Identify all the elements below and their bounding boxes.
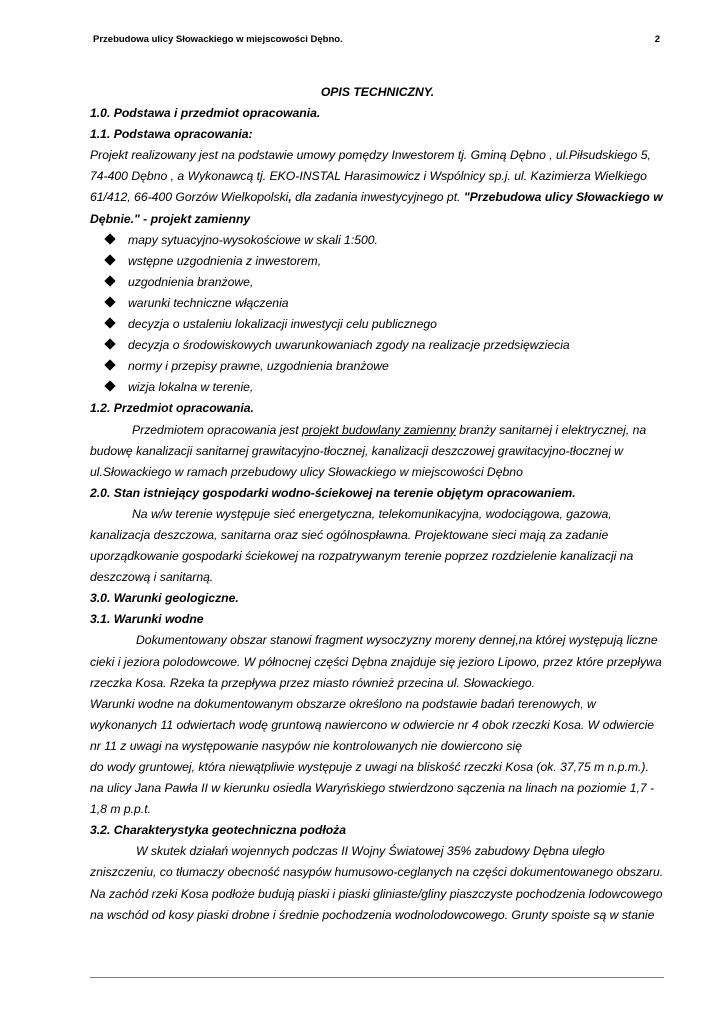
document-title: OPIS TECHNICZNY. <box>320 85 435 99</box>
basis-list <box>90 230 665 399</box>
paragraph-water-area: Dokumentowany obszar stanowi fragment wysoczyzny moreny dennej,na której występują liczne cieki i jeziora polodowcowe. W północnej części Dębna znajduje się jezioro Lipowo, przez które przepływa rzeczka Kosa. Rzeka ta przepływa przez miasto również przecina ul. Słowackiego. <box>90 633 662 690</box>
paragraph-subject-text: Przedmiotem opracowania jest <box>132 422 303 437</box>
section-heading-1-2: 1.2. Przedmiot opracowania. <box>90 401 254 416</box>
diamond-bullet-icon <box>104 254 115 265</box>
diamond-bullet-icon <box>104 275 115 286</box>
paragraph-basis-comma: , <box>288 190 292 205</box>
underlined-project-type: projekt budowlany zamienny <box>302 422 456 437</box>
paragraph-groundwater: do wody gruntowej, która niewątpliwie występuje z uwagi na bliskość rzeczki Kosa (ok. 37,75 m n.p.m.). <box>90 760 649 774</box>
paragraph-basis-text: Projekt realizowany jest na podstawie umowy pomędzy Inwestorem tj. Gminą Dębno , ul.Piłsudskiego 5, 74-400 Dębno , a Wykonawcą tj. EKO-INSTAL Harasimowicz i Wspólnicy sp.j. ul. Kazimierza Wielkiego 61/412, 66-400 Gorzów Wielkopolski <box>90 148 651 205</box>
paragraph-subject-text-2: branży sanitarnej i elektrycznej, na budowę kanalizacji sanitarnej grawitacyjno-tłocznej, kanalizacji deszczowej grawitacyjno-tłocznej w ul.Słowackiego w ramach przebudowy ulicy Słowackiego w miejscowości Dębno <box>90 422 647 479</box>
list-item <box>90 335 665 356</box>
diamond-bullet-icon <box>104 233 115 244</box>
list-item <box>90 230 665 251</box>
paragraph-seepage: na ulicy Jana Pawła II w kierunku osiedla Waryńskiego stwierdzono sączenia na linach na poziomie 1,7 - 1,8 m p.p.t. <box>90 781 655 817</box>
header-title: Przebudowa ulicy Słowackiego w miejscowości Dębno. <box>93 34 343 45</box>
document-body <box>90 82 665 926</box>
section-heading-2-0: 2.0. Stan istniejący gospodarki wodno-ściekowej na terenie objętym opracowaniem. <box>90 485 576 500</box>
list-item-text: warunki techniczne włączenia <box>128 295 289 310</box>
list-item-text: uzgodnienia branżowe, <box>128 274 254 289</box>
list-item <box>90 377 665 398</box>
section-heading-1-0: 1.0. Podstawa i przedmiot opracowania. <box>90 106 321 121</box>
diamond-bullet-icon <box>104 296 115 307</box>
diamond-bullet-icon <box>104 381 115 392</box>
list-item <box>90 356 665 377</box>
paragraph-water-conditions: Warunki wodne na dokumentowanym obszarze określono na podstawie badań terenowych, w wykonanych 11 odwiertach wodę gruntową nawiercono w odwiercie nr 4 obok rzeczki Kosa. W odwiercie nr 11 z uwagi na występowanie nasypów nie kontrolowanych nie dowiercono się <box>90 696 655 753</box>
list-item-text: wstępne uzgodnienia z inwestorem, <box>128 253 322 268</box>
list-item-text: wizja lokalna w terenie, <box>128 380 254 395</box>
list-item-text: normy i przepisy prawne, uzgodnienia branżowe <box>128 359 389 374</box>
list-item <box>90 293 665 314</box>
list-item-text: decyzja o środowiskowych uwarunkowaniach zgody na realizacje przedsięwziecia <box>128 338 570 353</box>
paragraph-geotechnical: W skutek działań wojennych podczas II Wojny Światowej 35% zabudowy Dębna uległo zniszczeniu, co tłumaczy obecność nasypów humusowo-ceglanych na części dokumentowanego obszaru. Na zachód rzeki Kosa podłoże budują piaski i piaski gliniaste/gliny piaszczyste pochodzenia lodowcowego na wschód od kosy piaski drobne i średnie pochodzenia wodnolodowcowego. Grunty spoiste są w stanie <box>90 844 664 922</box>
list-item-text: mapy sytuacyjno-wysokościowe w skali 1:500. <box>128 232 378 247</box>
page-number: 2 <box>654 34 660 45</box>
page-header <box>93 34 663 45</box>
paragraph-subject <box>90 420 665 483</box>
project-title-bold: "Przebudowa ulicy Słowackiego w Dębnie." - projekt zamienny <box>90 190 663 226</box>
list-item <box>90 251 665 272</box>
section-heading-1-1: 1.1. Podstawa opracowania: <box>90 127 253 142</box>
list-item <box>90 272 665 293</box>
section-heading-3-1: 3.1. Warunki wodne <box>90 612 204 627</box>
paragraph-existing-state: Na w/w terenie występuje sieć energetyczna, telekomunikacyjna, wodociągowa, gazowa, kanalizacja deszczowa, sanitarna oraz sieć ogólnospławna. Projektowane sieci mają za zadanie uporządkowanie gospodarki ściekowej na rozpatrywanym terenie poprzez rozdzielenie kanalizacji na deszczową i sanitarną. <box>90 506 634 585</box>
diamond-bullet-icon <box>104 317 115 328</box>
list-item-text: decyzja o ustaleniu lokalizacji inwestycji celu publicznego <box>128 317 437 332</box>
footer-divider <box>90 977 664 978</box>
diamond-bullet-icon <box>104 360 115 371</box>
diamond-bullet-icon <box>104 338 115 349</box>
paragraph-basis <box>90 145 665 229</box>
list-item <box>90 314 665 335</box>
section-heading-3-2: 3.2. Charakterystyka geotechniczna podłoża <box>90 823 347 838</box>
section-heading-3-0: 3.0. Warunki geologiczne. <box>90 591 239 606</box>
paragraph-basis-text-2: dla zadania inwestycyjnego pt. <box>291 190 464 205</box>
